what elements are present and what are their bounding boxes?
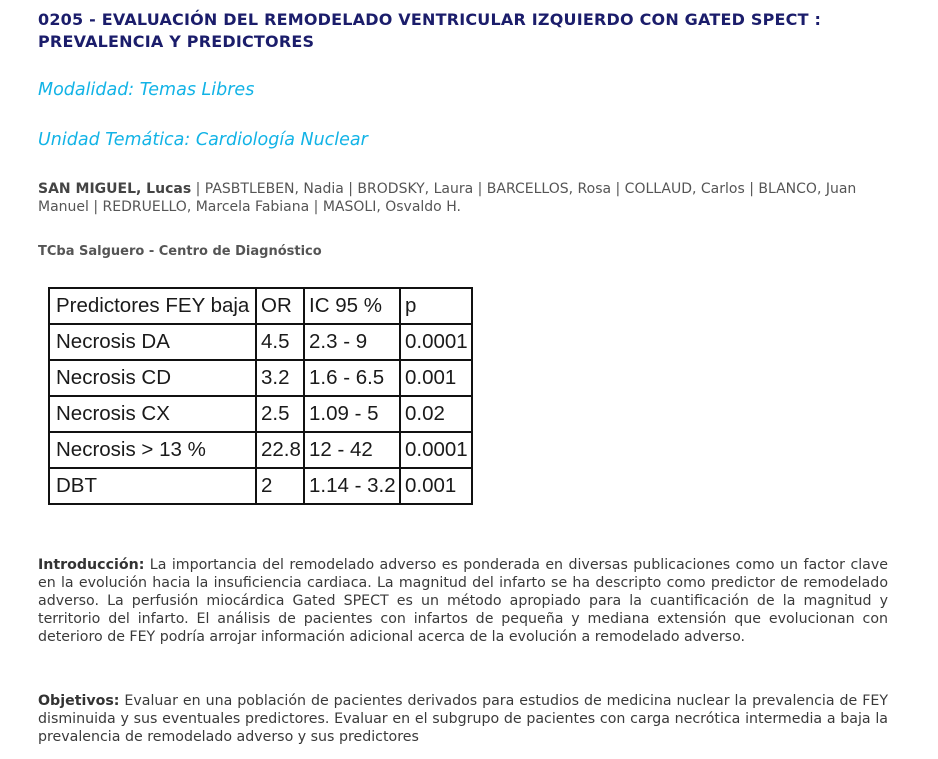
institution: TCba Salguero - Centro de Diagnóstico: [38, 244, 322, 259]
introduction-paragraph: [38, 556, 888, 646]
table-header-cell: IC 95 %: [304, 288, 400, 324]
table-cell: 1.6 - 6.5: [304, 360, 400, 396]
table-cell: 1.14 - 3.2: [304, 468, 400, 504]
objectives-label: Objetivos:: [38, 693, 120, 709]
table-row: [49, 468, 472, 504]
table-row: [49, 432, 472, 468]
table-cell: 2.5: [256, 396, 304, 432]
table-cell: DBT: [49, 468, 256, 504]
table-cell: Necrosis CD: [49, 360, 256, 396]
abstract-title: 0205 - EVALUACIÓN DEL REMODELADO VENTRICULAR IZQUIERDO CON GATED SPECT : PREVALENCIA Y PREDICTORES: [38, 10, 822, 51]
author-list: [38, 180, 898, 216]
table-cell: Necrosis DA: [49, 324, 256, 360]
table-row: [49, 324, 472, 360]
table-cell: 0.001: [400, 468, 472, 504]
table-cell: 0.001: [400, 360, 472, 396]
table-cell: 0.0001: [400, 432, 472, 468]
table-row: [49, 360, 472, 396]
table-cell: Necrosis > 13 %: [49, 432, 256, 468]
table-cell: 1.09 - 5: [304, 396, 400, 432]
table-row: [49, 396, 472, 432]
table-cell: 4.5: [256, 324, 304, 360]
objectives-paragraph: [38, 692, 888, 746]
table-cell: 22.8: [256, 432, 304, 468]
table-cell: 3.2: [256, 360, 304, 396]
co-authors: | PASBTLEBEN, Nadia | BRODSKY, Laura | BARCELLOS, Rosa | COLLAUD, Carlos | BLANCO, Juan Manuel | REDRUELLO, Marcela Fabiana | MASOLI, Osvaldo H.: [38, 181, 857, 215]
table-cell: 2.3 - 9: [304, 324, 400, 360]
table-header-row: [49, 288, 472, 324]
table-cell: 0.0001: [400, 324, 472, 360]
table-cell: 12 - 42: [304, 432, 400, 468]
lead-author: SAN MIGUEL, Lucas: [38, 181, 192, 197]
table-cell: 0.02: [400, 396, 472, 432]
table-cell: Necrosis CX: [49, 396, 256, 432]
table-header-cell: Predictores FEY baja: [49, 288, 256, 324]
table-header-cell: p: [400, 288, 472, 324]
introduction-label: Introducción:: [38, 557, 145, 573]
table-header-cell: OR: [256, 288, 304, 324]
predictors-table: [48, 287, 473, 505]
modality-label: Modalidad: Temas Libres: [38, 80, 255, 100]
objectives-text: Evaluar en una población de pacientes derivados para estudios de medicina nuclear la prevalencia de FEY disminuida y sus eventuales predictores. Evaluar en el subgrupo de pacientes con carga necrótica intermedia a baja la prevalencia de remodelado adverso y sus predictores: [38, 693, 888, 745]
thematic-unit-label: Unidad Temática: Cardiología Nuclear: [38, 130, 368, 150]
table-cell: 2: [256, 468, 304, 504]
introduction-text: La importancia del remodelado adverso es ponderada en diversas publicaciones como un factor clave en la evolución hacia la insuficiencia cardiaca. La magnitud del infarto se ha descripto como predictor de remodelado adverso. La perfusión miocárdica Gated SPECT es un método apropiado para la cuantificación de la magnitud y territorio del infarto. El análisis de pacientes con infartos de pequeña y mediana extensión que evolucionan con deterioro de FEY podría arrojar información adicional acerca de la evolución a remodelado adverso.: [38, 557, 888, 645]
